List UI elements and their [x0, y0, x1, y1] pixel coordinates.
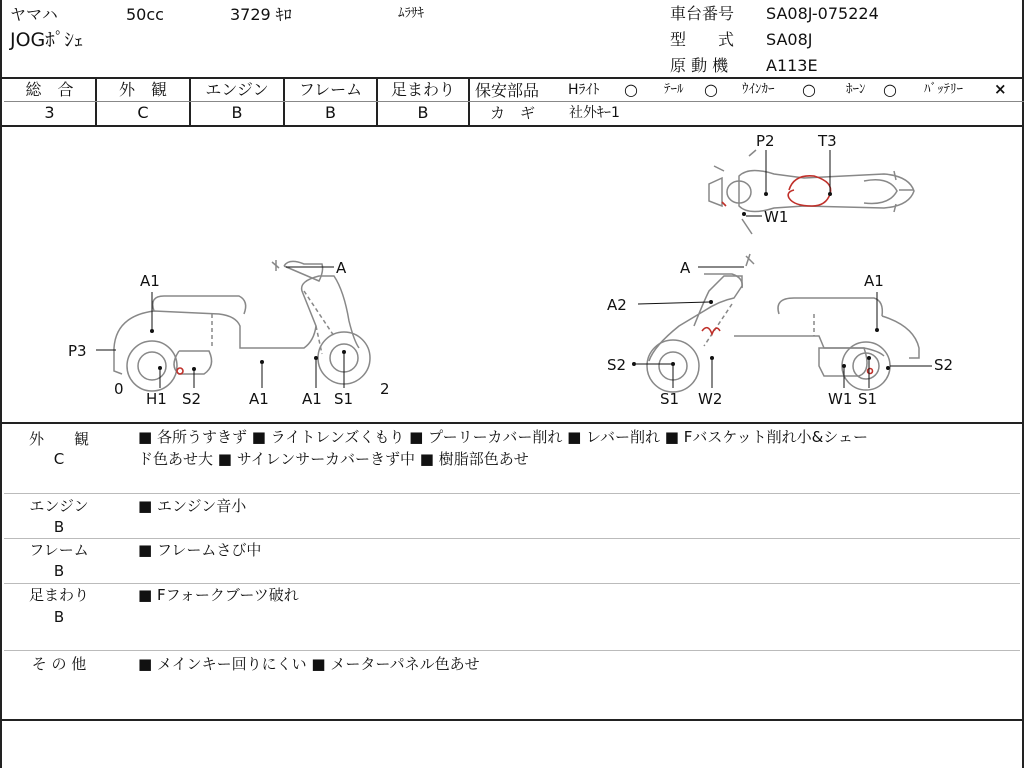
note-exterior-grade: C: [53, 450, 65, 468]
note-exterior-label: 外 観: [28, 430, 89, 448]
diagram-label: A: [680, 259, 691, 277]
note-divider: [4, 493, 1020, 494]
key-value: 社外ｷｰ1: [569, 105, 620, 121]
note-exterior-line: ■ 各所うすきず ■ ライトレンズくもり ■ プーリーカバー削れ ■ レバー削れ ■ Fバスケット削れ小&シェー: [138, 428, 868, 446]
note-divider: [4, 650, 1020, 651]
note-other-line: ■ メインキー回りにくい ■ メーターパネル色あせ: [138, 655, 480, 673]
horn-status: ○: [883, 80, 897, 99]
grade-row-divider: [4, 101, 1024, 102]
scooter-top-view: [709, 150, 914, 234]
overall-label: 総 合: [25, 80, 74, 99]
note-frame-line: ■ フレームさび中: [138, 541, 262, 559]
diagram-divider: [2, 422, 1022, 424]
maker: ヤマハ: [10, 5, 58, 24]
frame-grade: B: [325, 103, 336, 122]
tail-status: ○: [704, 80, 718, 99]
battery-label: ﾊﾞｯﾃﾘｰ: [924, 82, 963, 97]
exterior-label: 外 観: [118, 80, 167, 99]
note-engine-label: エンジン: [29, 497, 89, 515]
header-divider: [2, 77, 1022, 79]
diagram-label: A1: [249, 390, 269, 408]
note-frame-grade: B: [53, 562, 65, 580]
engine-grade: B: [231, 103, 243, 122]
diagram-label: A1: [302, 390, 322, 408]
frame-label: フレーム: [298, 80, 363, 99]
diagram-label: S1: [334, 390, 354, 408]
model-name: JOGﾎﾟｼｪ: [10, 29, 84, 51]
suspension-label: 足まわり: [390, 80, 455, 99]
scooter-diagram-svg: [4, 126, 1024, 422]
safety-label: 保安部品: [475, 81, 540, 100]
diagram-label: S2: [607, 356, 627, 374]
type-label: 型 式: [670, 30, 735, 49]
tail-label: ﾃｰﾙ: [664, 82, 684, 97]
diagram-label: W1: [828, 390, 853, 408]
type-value: SA08J: [766, 30, 813, 49]
grid-line: [468, 78, 470, 126]
battery-status: ×: [994, 80, 1007, 98]
exterior-grade: C: [137, 103, 149, 122]
headlight-label: Hﾗｲﾄ: [568, 82, 600, 98]
diagram-label: 2: [380, 380, 390, 398]
engine-model-label: 原 動 機: [670, 56, 729, 75]
note-suspension-grade: B: [53, 608, 65, 626]
diagram-label: P3: [68, 342, 87, 360]
diagram-label: P2: [756, 132, 775, 150]
diagram-label: S1: [858, 390, 878, 408]
diagram-label: 0: [114, 380, 124, 398]
horn-label: ﾎｰﾝ: [846, 82, 866, 97]
frame-no-label: 車台番号: [670, 4, 735, 23]
winker-status: ○: [802, 80, 816, 99]
suspension-grade: B: [417, 103, 429, 122]
diagram-label: T3: [818, 132, 837, 150]
note-engine-grade: B: [53, 518, 65, 536]
note-exterior-line: ド色あせ大 ■ サイレンサーカバーきず中 ■ 樹脂部色あせ: [138, 450, 529, 468]
mileage: 3729 ｷﾛ: [230, 5, 292, 24]
diagram-label: A1: [140, 272, 160, 290]
engine-model-value: A113E: [766, 56, 818, 75]
diagram-label: S1: [660, 390, 680, 408]
engine-label: エンジン: [205, 80, 269, 99]
diagram-label: S2: [182, 390, 202, 408]
displacement: 50cc: [126, 5, 164, 24]
note-frame-label: フレーム: [29, 541, 89, 559]
diagram-label: S2: [934, 356, 954, 374]
diagram-label: A1: [864, 272, 884, 290]
diagram-label: A: [336, 259, 347, 277]
note-suspension-label: 足まわり: [28, 586, 89, 604]
headlight-status: ○: [624, 80, 638, 99]
footer-divider: [2, 719, 1022, 721]
diagram-label: H1: [146, 390, 167, 408]
overall-grade: 3: [44, 103, 55, 122]
key-label: カ ギ: [490, 104, 536, 122]
note-suspension-line: ■ Fフォークブーツ破れ: [138, 586, 299, 604]
diagram-label: W1: [764, 208, 789, 226]
frame-no: SA08J-075224: [766, 4, 879, 23]
winker-label: ｳｲﾝｶｰ: [742, 82, 775, 97]
diagram-label: W2: [698, 390, 723, 408]
damage-marks: [177, 176, 873, 374]
diagram-label: A2: [607, 296, 627, 314]
damage-diagram: [4, 126, 1024, 422]
color: ﾑﾗｻｷ: [398, 6, 424, 21]
note-engine-line: ■ エンジン音小: [138, 497, 247, 515]
note-other-label: そ の 他: [31, 655, 87, 673]
